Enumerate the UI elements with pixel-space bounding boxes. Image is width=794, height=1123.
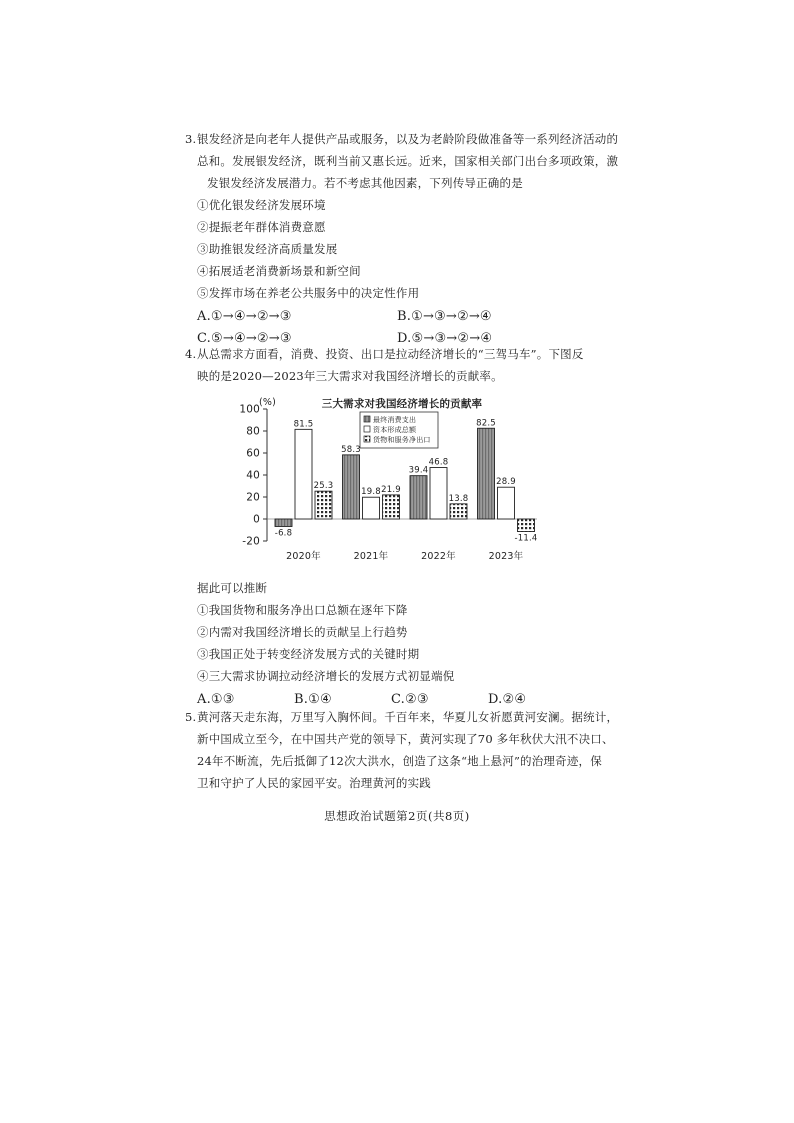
question-4-choice-b[interactable]: B.①④	[294, 692, 332, 707]
question-3-item-3: ③助推银发经济高质量发展	[197, 242, 338, 256]
question-3-item-5: ⑤发挥市场在养老公共服务中的决定性作用	[197, 286, 420, 300]
chart-legend-swatch	[364, 436, 370, 442]
chart-legend-swatch	[364, 426, 370, 432]
chart-bar	[315, 491, 332, 519]
chart-data-label: 21.9	[381, 484, 401, 495]
chart-data-label: 25.3	[313, 481, 334, 492]
question-5-stem-line-4: 卫和守护了人民的家园平安。治理黄河的实践	[197, 776, 431, 790]
chart-title: 三大需求对我国经济增长的贡献率	[321, 398, 483, 410]
question-4	[185, 343, 592, 711]
chart-bar	[518, 519, 535, 532]
chart-data-label: 46.8	[428, 457, 449, 468]
question-3-choice-c[interactable]: C.⑤→④→②→③	[197, 331, 292, 346]
question-3-choice-d[interactable]: D.⑤→③→②→④	[397, 331, 493, 346]
chart-bar	[478, 428, 495, 519]
chart-y-tick-label: 20	[246, 491, 260, 504]
question-4-item-1: ①我国货物和服务净出口总额在逐年下降	[197, 603, 408, 617]
question-4-number: 4.	[185, 347, 197, 361]
chart-bar	[430, 468, 447, 519]
question-4-item-3: ③我国正处于转变经济发展方式的关键时期	[197, 647, 420, 661]
chart-data-label: 81.5	[293, 419, 314, 430]
question-4-choice-c[interactable]: C.②③	[391, 692, 429, 707]
question-4-choice-d[interactable]: D.②④	[488, 692, 527, 707]
question-4-item-2: ②内需对我国经济增长的贡献呈上行趋势	[197, 625, 408, 639]
question-3-choice-a[interactable]: A.①→④→②→③	[197, 309, 292, 324]
question-4-item-4: ④三大需求协调拉动经济增长的发展方式初显端倪	[197, 669, 455, 683]
chart-y-axis-label: (%)	[259, 397, 277, 408]
question-5-number: 5.	[185, 710, 197, 724]
chart-legend-label: 货物和服务净出口	[373, 436, 431, 444]
chart-bar	[410, 476, 427, 519]
chart-y-tick-label: 60	[246, 447, 260, 460]
question-3-number: 3.	[185, 132, 197, 146]
question-4-stem-line-2: 映的是2020—2023年三大需求对我国经济增长的贡献率。	[197, 369, 503, 383]
page-footer: 思想政治试题第2页(共8页)	[324, 809, 470, 823]
chart-x-tick-label: 2022年	[421, 551, 456, 562]
chart-y-tick-label: 80	[246, 425, 260, 438]
chart-data-label: 19.8	[361, 487, 381, 498]
chart-bar	[363, 497, 380, 519]
chart-legend-swatch	[364, 416, 370, 422]
chart-x-tick-label: 2020年	[286, 551, 321, 562]
question-5-stem-line-1: 5.黄河落天走东海，万里写入胸怀间。千百年来，华夏儿女祈愿黄河安澜。据统计，	[197, 706, 592, 728]
question-4-choice-a[interactable]: A.①③	[197, 692, 235, 707]
chart-bar	[450, 504, 467, 519]
question-5	[185, 706, 619, 794]
chart-data-label: 13.8	[448, 493, 469, 504]
chart-data-label: 28.9	[496, 477, 516, 488]
chart-svg	[197, 391, 592, 571]
question-3-item-1: ①优化银发经济发展环境	[197, 198, 326, 212]
contribution-chart	[197, 391, 592, 571]
chart-data-label: -6.8	[274, 528, 293, 539]
chart-data-label: 58.3	[341, 444, 361, 455]
chart-data-label: -11.4	[514, 533, 538, 544]
chart-bar	[295, 429, 312, 519]
question-3-stem-line-3: 发银发经济发展潜力。若不考虑其他因素，下列传导正确的是	[207, 176, 523, 190]
chart-x-tick-label: 2023年	[488, 551, 524, 562]
question-3-item-4: ④拓展适老消费新场景和新空间	[197, 264, 361, 278]
chart-y-tick-label: -20	[242, 535, 260, 548]
question-3-item-2: ②提振老年群体消费意愿	[197, 220, 326, 234]
chart-legend-label: 资本形成总额	[373, 426, 417, 434]
question-3-stem-line-2: 总和。发展银发经济，既利当前又惠长远。近来，国家相关部门出台多项政策，激	[197, 154, 619, 168]
question-3-choice-b[interactable]: B.①→③→②→④	[397, 309, 492, 324]
chart-bar	[383, 495, 400, 519]
question-5-stem-line-3: 24年不断流，先后抵御了12次大洪水，创造了这条“地上悬河”的治理奇迹，保	[197, 754, 602, 768]
question-3-stem-line-1: 3.银发经济是向老年人提供产品或服务，以及为老龄阶段做准备等一系列经济活动的	[197, 128, 592, 150]
chart-data-label: 82.5	[476, 418, 496, 429]
chart-bar	[275, 519, 292, 526]
chart-data-label: 39.4	[408, 465, 429, 476]
chart-bar	[498, 487, 515, 519]
chart-x-tick-label: 2021年	[353, 551, 389, 562]
chart-y-tick-label: 40	[246, 469, 260, 482]
question-3	[185, 128, 619, 350]
question-5-stem-line-2: 新中国成立至今，在中国共产党的领导下，黄河实现了70 多年秋伏大汛不决口、	[197, 732, 614, 746]
chart-legend-label: 最终消费支出	[373, 416, 417, 424]
chart-y-tick-label: 0	[253, 513, 260, 526]
chart-bar	[343, 455, 360, 519]
question-4-stem-line-1: 4.从总需求方面看，消费、投资、出口是拉动经济增长的“三驾马车”。下图反	[197, 343, 592, 365]
question-4-after-chart: 据此可以推断	[197, 581, 268, 595]
chart-y-tick-label: 100	[239, 403, 260, 416]
